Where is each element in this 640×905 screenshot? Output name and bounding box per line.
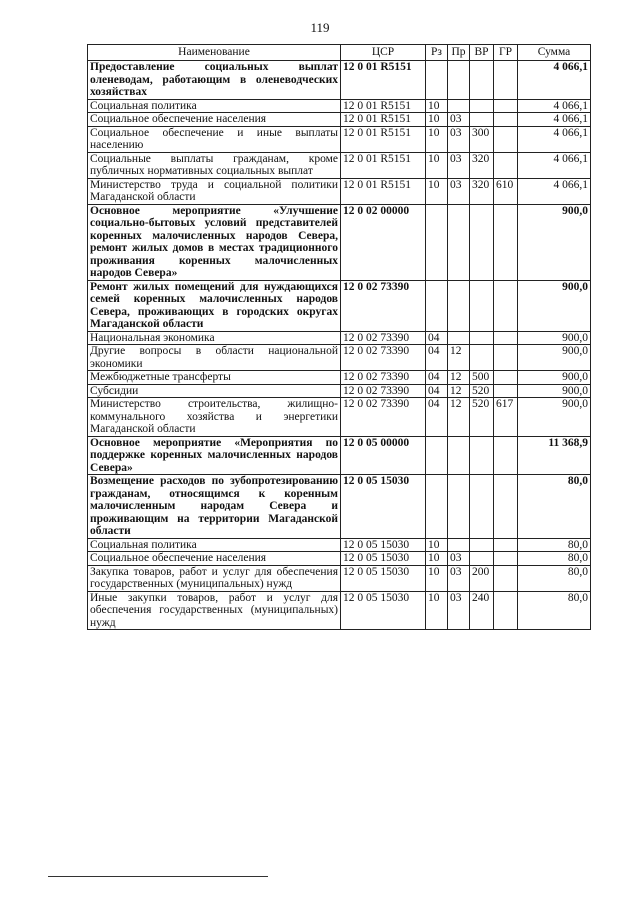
cell-vr: 320 (470, 152, 494, 178)
cell-name: Субсидии (88, 384, 341, 398)
cell-pr (448, 475, 470, 539)
cell-pr: 12 (448, 398, 470, 437)
cell-vr: 500 (470, 371, 494, 385)
table-row (88, 345, 591, 371)
table-row (88, 565, 591, 591)
cell-amount: 900,0 (518, 280, 591, 331)
cell-vr (470, 436, 494, 475)
cell-gr (494, 331, 518, 345)
cell-pr (448, 436, 470, 475)
table-row (88, 436, 591, 475)
cell-amount: 80,0 (518, 565, 591, 591)
cell-vr: 200 (470, 565, 494, 591)
cell-vr (470, 280, 494, 331)
cell-code: 12 0 05 15030 (341, 475, 426, 539)
cell-pr: 03 (448, 178, 470, 204)
cell-pr: 12 (448, 345, 470, 371)
cell-gr (494, 99, 518, 113)
cell-name: Закупка товаров, работ и услуг для обеспечения государственных (муниципальных) нужд (88, 565, 341, 591)
cell-amount: 900,0 (518, 398, 591, 437)
cell-code: 12 0 05 00000 (341, 436, 426, 475)
cell-rz (426, 204, 448, 280)
cell-rz: 10 (426, 152, 448, 178)
page-number: 119 (310, 20, 330, 35)
cell-rz (426, 280, 448, 331)
cell-rz: 04 (426, 331, 448, 345)
cell-pr: 03 (448, 552, 470, 566)
cell-name: Социальная политика (88, 538, 341, 552)
header-name: Наименование (88, 45, 341, 61)
cell-gr (494, 538, 518, 552)
table-row (88, 398, 591, 437)
cell-rz: 10 (426, 538, 448, 552)
header-code: ЦСР (341, 45, 426, 61)
cell-code: 12 0 02 00000 (341, 204, 426, 280)
cell-amount: 80,0 (518, 538, 591, 552)
header-gr: ГР (494, 45, 518, 61)
cell-amount: 4 066,1 (518, 178, 591, 204)
table-row (88, 538, 591, 552)
cell-amount: 4 066,1 (518, 61, 591, 100)
table-row (88, 371, 591, 385)
cell-amount: 900,0 (518, 331, 591, 345)
cell-vr: 300 (470, 126, 494, 152)
cell-vr (470, 475, 494, 539)
cell-vr (470, 113, 494, 127)
cell-gr (494, 371, 518, 385)
cell-rz: 10 (426, 113, 448, 127)
cell-vr (470, 204, 494, 280)
table-row (88, 204, 591, 280)
cell-rz: 10 (426, 552, 448, 566)
cell-amount: 900,0 (518, 384, 591, 398)
header-rz: Рз (426, 45, 448, 61)
cell-pr: 03 (448, 126, 470, 152)
cell-code: 12 0 01 R5151 (341, 99, 426, 113)
cell-code: 12 0 05 15030 (341, 552, 426, 566)
table-row (88, 280, 591, 331)
budget-table (87, 44, 591, 630)
cell-vr: 520 (470, 384, 494, 398)
table-row (88, 552, 591, 566)
cell-amount: 4 066,1 (518, 113, 591, 127)
table-row (88, 61, 591, 100)
cell-gr (494, 384, 518, 398)
cell-amount: 900,0 (518, 371, 591, 385)
cell-amount: 900,0 (518, 345, 591, 371)
cell-code: 12 0 05 15030 (341, 591, 426, 630)
cell-code: 12 0 01 R5151 (341, 113, 426, 127)
cell-amount: 900,0 (518, 204, 591, 280)
cell-code: 12 0 02 73390 (341, 384, 426, 398)
header-row (88, 45, 591, 61)
header-vr: ВР (470, 45, 494, 61)
cell-amount: 4 066,1 (518, 126, 591, 152)
table-row (88, 126, 591, 152)
cell-vr (470, 345, 494, 371)
cell-pr: 03 (448, 113, 470, 127)
cell-rz: 04 (426, 398, 448, 437)
cell-vr (470, 99, 494, 113)
cell-vr: 520 (470, 398, 494, 437)
cell-pr: 03 (448, 591, 470, 630)
cell-name: Иные закупки товаров, работ и услуг для обеспечения государственных (муниципальных) нужд (88, 591, 341, 630)
cell-amount: 4 066,1 (518, 99, 591, 113)
table-row (88, 475, 591, 539)
header-pr: Пр (448, 45, 470, 61)
cell-code: 12 0 05 15030 (341, 565, 426, 591)
cell-code: 12 0 02 73390 (341, 371, 426, 385)
cell-gr (494, 475, 518, 539)
cell-pr: 03 (448, 565, 470, 591)
cell-vr (470, 61, 494, 100)
cell-name: Социальная политика (88, 99, 341, 113)
cell-name: Социальное обеспечение населения (88, 113, 341, 127)
cell-pr: 12 (448, 371, 470, 385)
cell-name: Социальное обеспечение населения (88, 552, 341, 566)
cell-rz (426, 61, 448, 100)
cell-amount: 11 368,9 (518, 436, 591, 475)
cell-pr (448, 61, 470, 100)
table-row (88, 152, 591, 178)
cell-code: 12 0 01 R5151 (341, 152, 426, 178)
cell-rz: 10 (426, 126, 448, 152)
cell-name: Национальная экономика (88, 331, 341, 345)
cell-gr (494, 436, 518, 475)
table-body (88, 61, 591, 630)
cell-code: 12 0 02 73390 (341, 398, 426, 437)
cell-name: Другие вопросы в области национальной экономики (88, 345, 341, 371)
cell-name: Социальные выплаты гражданам, кроме публичных нормативных социальных выплат (88, 152, 341, 178)
cell-name: Министерство строительства, жилищно-коммунального хозяйства и энергетики Магаданской области (88, 398, 341, 437)
cell-gr (494, 552, 518, 566)
table-row (88, 99, 591, 113)
cell-pr: 12 (448, 384, 470, 398)
cell-name: Возмещение расходов по зубопротезированию гражданам, относящимся к коренным малочисленным народам Севера и проживающим на территории Магаданской области (88, 475, 341, 539)
cell-rz: 10 (426, 565, 448, 591)
cell-amount: 80,0 (518, 475, 591, 539)
cell-amount: 4 066,1 (518, 152, 591, 178)
cell-rz: 10 (426, 178, 448, 204)
cell-pr (448, 538, 470, 552)
cell-code: 12 0 05 15030 (341, 538, 426, 552)
cell-rz: 10 (426, 99, 448, 113)
cell-gr (494, 280, 518, 331)
cell-vr: 320 (470, 178, 494, 204)
cell-gr (494, 204, 518, 280)
cell-rz: 10 (426, 591, 448, 630)
cell-gr: 610 (494, 178, 518, 204)
cell-pr (448, 204, 470, 280)
cell-gr (494, 113, 518, 127)
cell-rz: 04 (426, 345, 448, 371)
cell-gr (494, 152, 518, 178)
cell-vr: 240 (470, 591, 494, 630)
table-row (88, 113, 591, 127)
table-row (88, 178, 591, 204)
footnote-divider (48, 876, 268, 877)
cell-name: Межбюджетные трансферты (88, 371, 341, 385)
cell-gr (494, 126, 518, 152)
cell-gr: 617 (494, 398, 518, 437)
cell-name: Основное мероприятие «Мероприятия по поддержке коренных малочисленных народов Севера» (88, 436, 341, 475)
cell-code: 12 0 02 73390 (341, 331, 426, 345)
cell-gr (494, 345, 518, 371)
cell-rz (426, 475, 448, 539)
cell-pr (448, 331, 470, 345)
cell-code: 12 0 01 R5151 (341, 126, 426, 152)
table-row (88, 591, 591, 630)
cell-amount: 80,0 (518, 591, 591, 630)
cell-name: Основное мероприятие «Улучшение социально-бытовых условий представителей коренных малочисленных народов Севера, ремонт жилых домов в местах традиционного проживания коренных малочисленных народов Севера» (88, 204, 341, 280)
cell-code: 12 0 02 73390 (341, 280, 426, 331)
cell-vr (470, 552, 494, 566)
cell-name: Ремонт жилых помещений для нуждающихся семей коренных малочисленных народов Севера, проживающих в городских округах Магаданской области (88, 280, 341, 331)
table-row (88, 384, 591, 398)
cell-gr (494, 565, 518, 591)
cell-amount: 80,0 (518, 552, 591, 566)
cell-rz (426, 436, 448, 475)
table-row (88, 331, 591, 345)
cell-vr (470, 331, 494, 345)
cell-code: 12 0 01 R5151 (341, 61, 426, 100)
cell-name: Предоставление социальных выплат оленеводам, работающим в оленеводческих хозяйствах (88, 61, 341, 100)
cell-name: Министерство труда и социальной политики Магаданской области (88, 178, 341, 204)
cell-gr (494, 61, 518, 100)
cell-pr: 03 (448, 152, 470, 178)
cell-code: 12 0 02 73390 (341, 345, 426, 371)
cell-vr (470, 538, 494, 552)
cell-pr (448, 99, 470, 113)
cell-name: Социальное обеспечение и иные выплаты населению (88, 126, 341, 152)
cell-pr (448, 280, 470, 331)
cell-rz: 04 (426, 384, 448, 398)
header-amount: Сумма (518, 45, 591, 61)
cell-gr (494, 591, 518, 630)
cell-rz: 04 (426, 371, 448, 385)
cell-code: 12 0 01 R5151 (341, 178, 426, 204)
